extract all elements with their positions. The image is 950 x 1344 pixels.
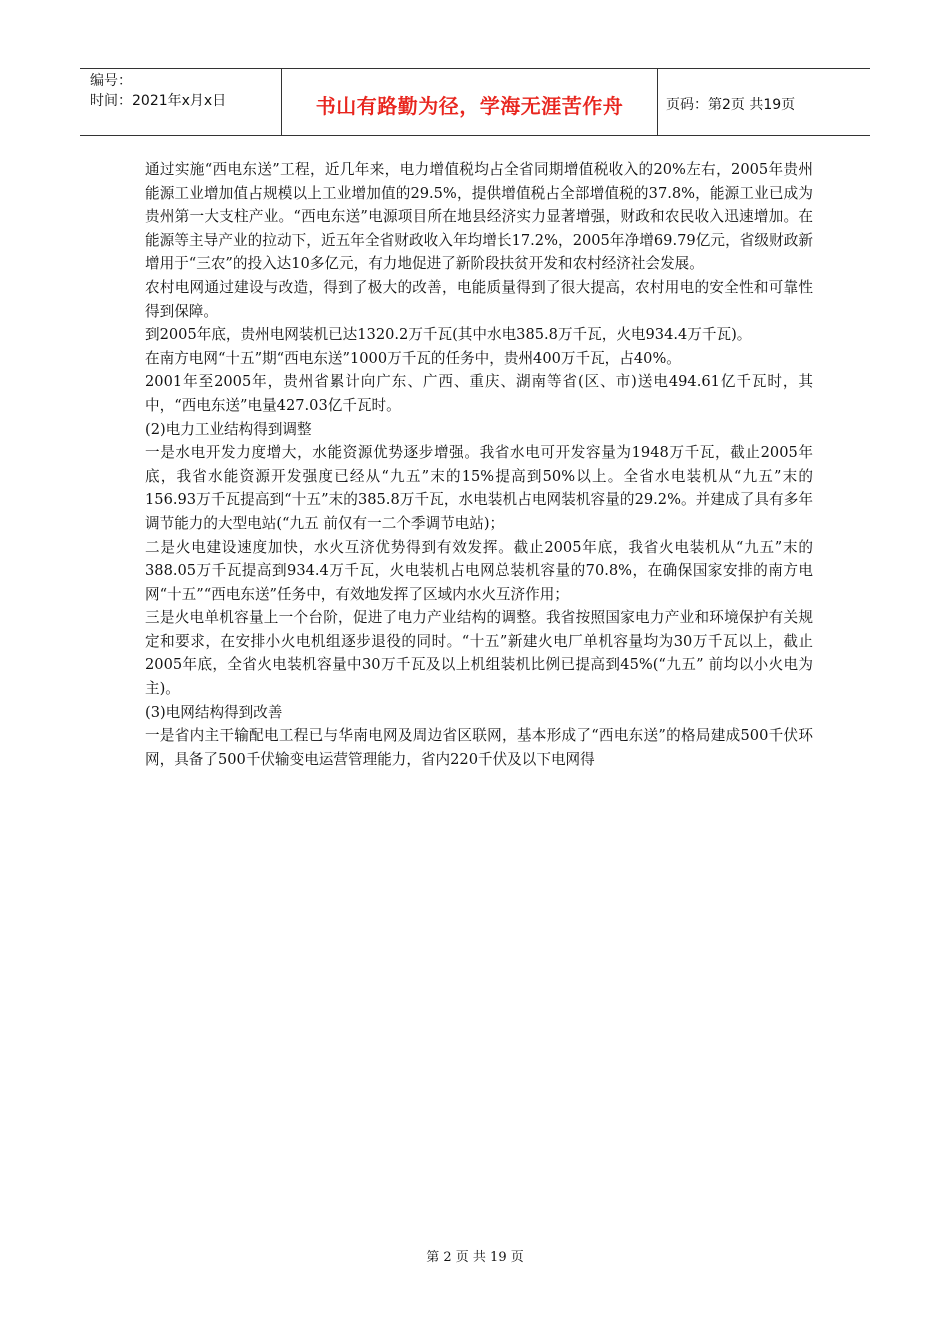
paragraph: 2001年至2005年，贵州省累计向广东、广西、重庆、湖南等省(区、市)送电494.61亿千瓦时，其中，“西电东送”电量427.03亿千瓦时。 [145,373,813,414]
header-page-cell [658,69,870,135]
paragraph: 三是火电单机容量上一个台阶，促进了电力产业结构的调整。我省按照国家电力产业和环境保护有关规定和要求，在安排小火电机组逐步退役的同时。“十五”新建火电厂单机容量均为30万千瓦以上，截止2005年底，全省火电装机容量中30万千瓦及以上机组装机比例已提高到45%(“九五” 前均以小火电为主)。 [145,609,813,698]
footer-page-number: 第 2 页 共 19 页 [426,1250,524,1265]
header-page-number: 页码：第2页 共19页 [666,97,796,113]
paragraph: 二是火电建设速度加快，水火互济优势得到有效发挥。截止2005年底，我省火电装机从“九五”末的388.05万千瓦提高到934.4万千瓦，火电装机占电网总装机容量的70.8%，在确保国家安排的南方电网“十五”“西电东送”任务中，有效地发挥了区域内水火互济作用； [145,538,813,603]
document-time: 时间：2021年x月x日 [90,93,227,109]
paragraph: 通过实施“西电东送”工程，近几年来，电力增值税均占全省同期增值税收入的20%左右，2005年贵州能源工业增加值占规模以上工业增加值的29.5%，提供增值税占全部增值税的37.8%，能源工业已成为贵州第一大支柱产业。“西电东送”电源项目所在地县经济实力显著增强，财政和农民收入迅速增加。在能源等主导产业的拉动下，近五年全省财政收入年均增长17.2%，2005年净增69.79亿元，省级财政新增用于“三农”的投入达10多亿元，有力地促进了新阶段扶贫开发和农村经济社会发展。 [145,161,813,273]
header-meta [80,69,282,135]
header-motto-cell [282,69,658,135]
page-header [80,68,870,136]
paragraph: 一是省内主干输配电工程已与华南电网及周边省区联网，基本形成了“西电东送”的格局建成500千伏环网，具备了500千伏输变电运营管理能力，省内220千伏及以下电网得 [145,727,813,768]
document-body [145,158,813,771]
document-number: 编号： [90,73,132,89]
section-heading: (2)电力工业结构得到调整 [145,420,312,438]
section-heading: (3)电网结构得到改善 [145,703,283,721]
paragraph: 到2005年底，贵州电网装机已达1320.2万千瓦(其中水电385.8万千瓦，火电934.4万千瓦)。 [145,326,752,344]
paragraph: 农村电网通过建设与改造，得到了极大的改善，电能质量得到了很大提高，农村用电的安全性和可靠性得到保障。 [145,278,813,320]
page-footer [0,1246,950,1265]
header-motto: 书山有路勤为径，学海无涯苦作舟 [315,93,624,118]
paragraph: 在南方电网“十五”期“西电东送”1000万千瓦的任务中，贵州400万千瓦，占40%。 [145,349,681,367]
paragraph: 一是水电开发力度增大，水能资源优势逐步增强。我省水电可开发容量为1948万千瓦，截止2005年底，我省水能资源开发强度已经从“九五”末的15%提高到50%以上。全省水电装机从“九五”末的156.93万千瓦提高到“十五”末的385.8万千瓦，水电装机占电网装机容量的29.2%。并建成了具有多年调节能力的大型电站(“九五 前仅有一二个季调节电站)； [145,444,813,532]
